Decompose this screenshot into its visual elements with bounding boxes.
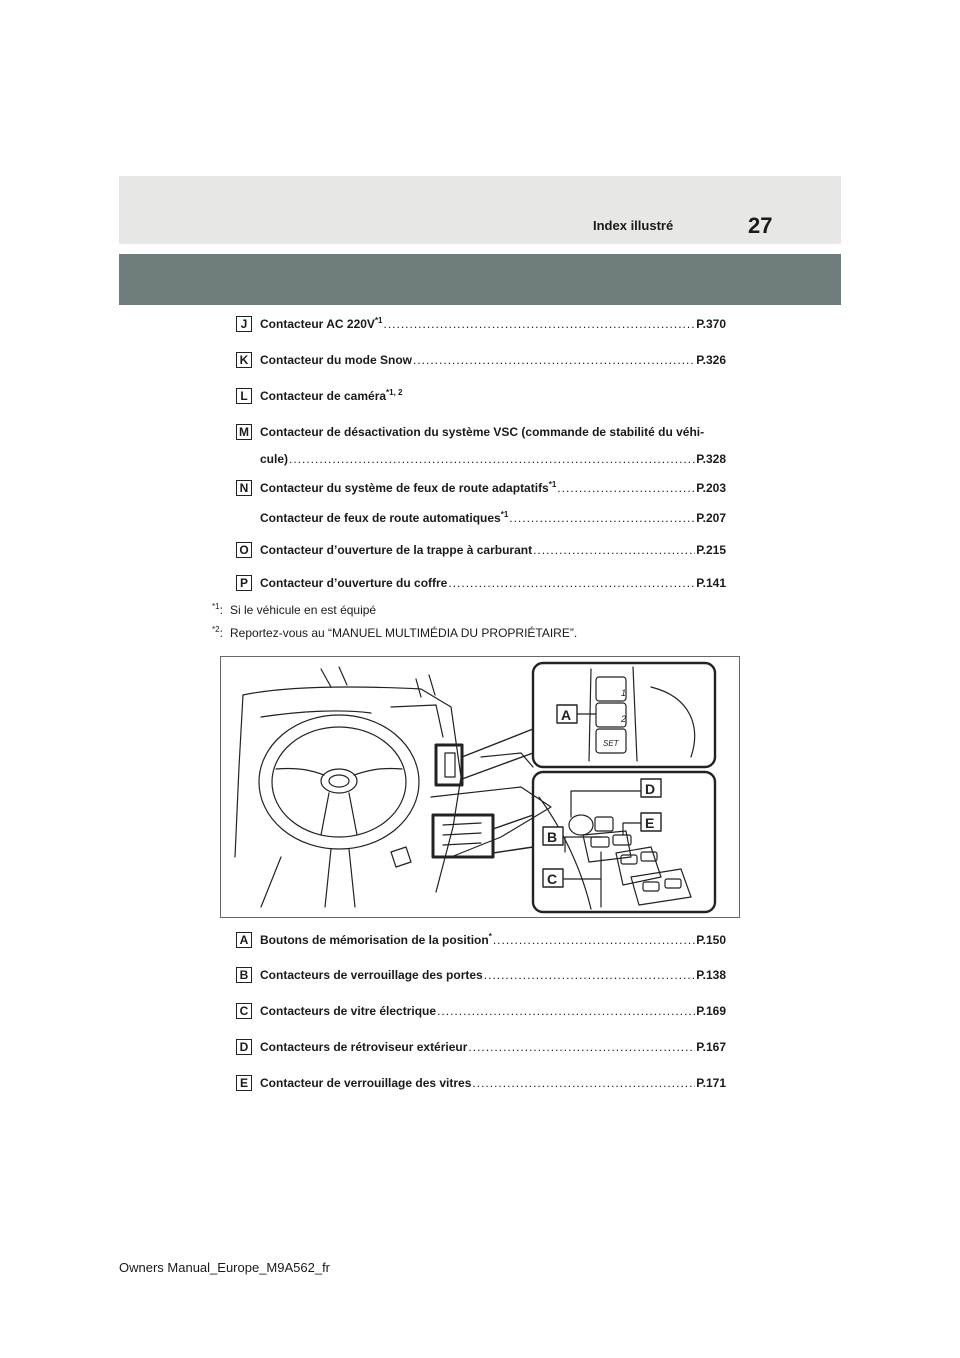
- entry-label: Contacteur de feux de route automatiques: [260, 511, 501, 525]
- index-entry-m-continuation: [236, 451, 726, 471]
- callout-c-label: C: [547, 871, 558, 887]
- entry-label: Contacteur d’ouverture de la trappe à carburant: [260, 543, 533, 557]
- header-band: [119, 176, 841, 244]
- callout-a-label: A: [561, 707, 572, 723]
- window-switch: [621, 855, 637, 864]
- dashboard-illustration: [220, 656, 740, 918]
- page-reference[interactable]: P.138: [696, 968, 726, 982]
- entry-label: Contacteur du mode Snow: [260, 353, 413, 367]
- entry-label: Contacteurs de vitre électrique: [260, 1004, 437, 1018]
- entry-label: Contacteur d’ouverture du coffre: [260, 576, 448, 590]
- index-entry-p: [236, 575, 726, 595]
- index-entry-e: [236, 1075, 726, 1095]
- page-reference[interactable]: P.169: [696, 1004, 726, 1018]
- entry-letter-badge: L: [236, 388, 252, 404]
- header-dark-band: [119, 254, 841, 305]
- entry-label: Contacteur de verrouillage des vitres: [260, 1076, 472, 1090]
- entry-letter-badge: O: [236, 542, 252, 558]
- page-reference[interactable]: P.150: [696, 933, 726, 947]
- entry-label: Contacteurs de rétroviseur extérieur: [260, 1040, 468, 1054]
- steering-wheel: [259, 715, 419, 849]
- entry-letter-badge: B: [236, 967, 252, 983]
- page-reference[interactable]: P.370: [696, 317, 726, 331]
- mirror-knob: [569, 815, 593, 835]
- window-switch: [665, 879, 681, 888]
- page-reference[interactable]: P.171: [696, 1076, 726, 1090]
- index-entry-n-sub: [236, 510, 726, 530]
- window-switch: [643, 882, 659, 891]
- entry-letter-badge: N: [236, 480, 252, 496]
- entry-letter-badge: K: [236, 352, 252, 368]
- footnote-2: $^{*2}$: Reportez-vous au “MANUEL MULTIMÉDIA DU PROPRIÉTAIRE”.: [212, 625, 578, 640]
- index-entry-a: [236, 932, 726, 952]
- footnote-ref: *: [488, 932, 492, 941]
- memory-button-1-label: 1: [621, 688, 627, 698]
- door-switch-location-marker: [433, 815, 493, 857]
- footer-document-id: Owners Manual_Europe_M9A562_fr: [119, 1260, 331, 1275]
- footnote-mark: *1: [212, 602, 220, 611]
- index-entry-c: [236, 1003, 726, 1023]
- index-entry-k: [236, 352, 726, 372]
- memory-set-label: SET: [603, 739, 619, 748]
- entry-letter-badge: E: [236, 1075, 252, 1091]
- callout-b-label: B: [547, 829, 558, 845]
- footnote-ref: *1: [548, 480, 557, 489]
- door-switches-drawing: [221, 657, 739, 917]
- section-title: Index illustré: [593, 218, 674, 233]
- page-reference[interactable]: P.207: [696, 511, 726, 525]
- index-entry-j: [236, 316, 726, 336]
- footnote-text: Si le véhicule en est équipé: [230, 603, 377, 617]
- entry-letter-badge: P: [236, 575, 252, 591]
- footnote-1: $^{*1}$: Si le véhicule en est équipé: [212, 602, 377, 617]
- page-reference[interactable]: P.215: [696, 543, 726, 557]
- entry-label: Contacteurs de verrouillage des portes: [260, 968, 483, 982]
- door-lock-switch: [591, 837, 609, 847]
- page-number: 27: [748, 213, 773, 238]
- index-entry-n: [236, 480, 726, 500]
- page-reference[interactable]: P.167: [696, 1040, 726, 1054]
- seat-memory-location-marker: [436, 745, 462, 785]
- page-reference[interactable]: P.141: [696, 576, 726, 590]
- memory-button-2-label: 2: [621, 714, 627, 724]
- index-entry-o: [236, 542, 726, 562]
- entry-letter-badge: C: [236, 1003, 252, 1019]
- footnote-mark: *2: [212, 625, 220, 634]
- index-entry-m: [236, 424, 726, 444]
- footnote-ref: *1, 2: [386, 388, 403, 397]
- footnote-ref: *1: [374, 316, 383, 325]
- page-reference[interactable]: P.326: [696, 353, 726, 367]
- entry-letter-badge: D: [236, 1039, 252, 1055]
- entry-letter-badge: M: [236, 424, 252, 440]
- footnote-ref: *1: [500, 510, 509, 519]
- index-entry-d: [236, 1039, 726, 1059]
- page-reference[interactable]: P.203: [696, 481, 726, 495]
- callout-e-label: E: [645, 815, 655, 831]
- entry-label: Boutons de mémorisation de la position: [260, 933, 489, 947]
- entry-label: Contacteur de désactivation du système VSC (commande de stabilité du véhi-: [260, 425, 705, 439]
- page-reference[interactable]: P.328: [696, 452, 726, 466]
- entry-label: Contacteur du système de feux de route adaptatifs: [260, 481, 549, 495]
- callout-d-label: D: [645, 781, 656, 797]
- entry-letter-badge: A: [236, 932, 252, 948]
- entry-letter-badge: J: [236, 316, 252, 332]
- index-entry-l: [236, 388, 726, 408]
- footnote-text: Reportez-vous au “MANUEL MULTIMÉDIA DU PROPRIÉTAIRE”.: [230, 626, 578, 640]
- entry-label: Contacteur de caméra: [260, 389, 387, 403]
- entry-label: Contacteur AC 220V: [260, 317, 375, 331]
- index-entry-b: [236, 967, 726, 987]
- entry-label-continuation: cule): [260, 452, 289, 466]
